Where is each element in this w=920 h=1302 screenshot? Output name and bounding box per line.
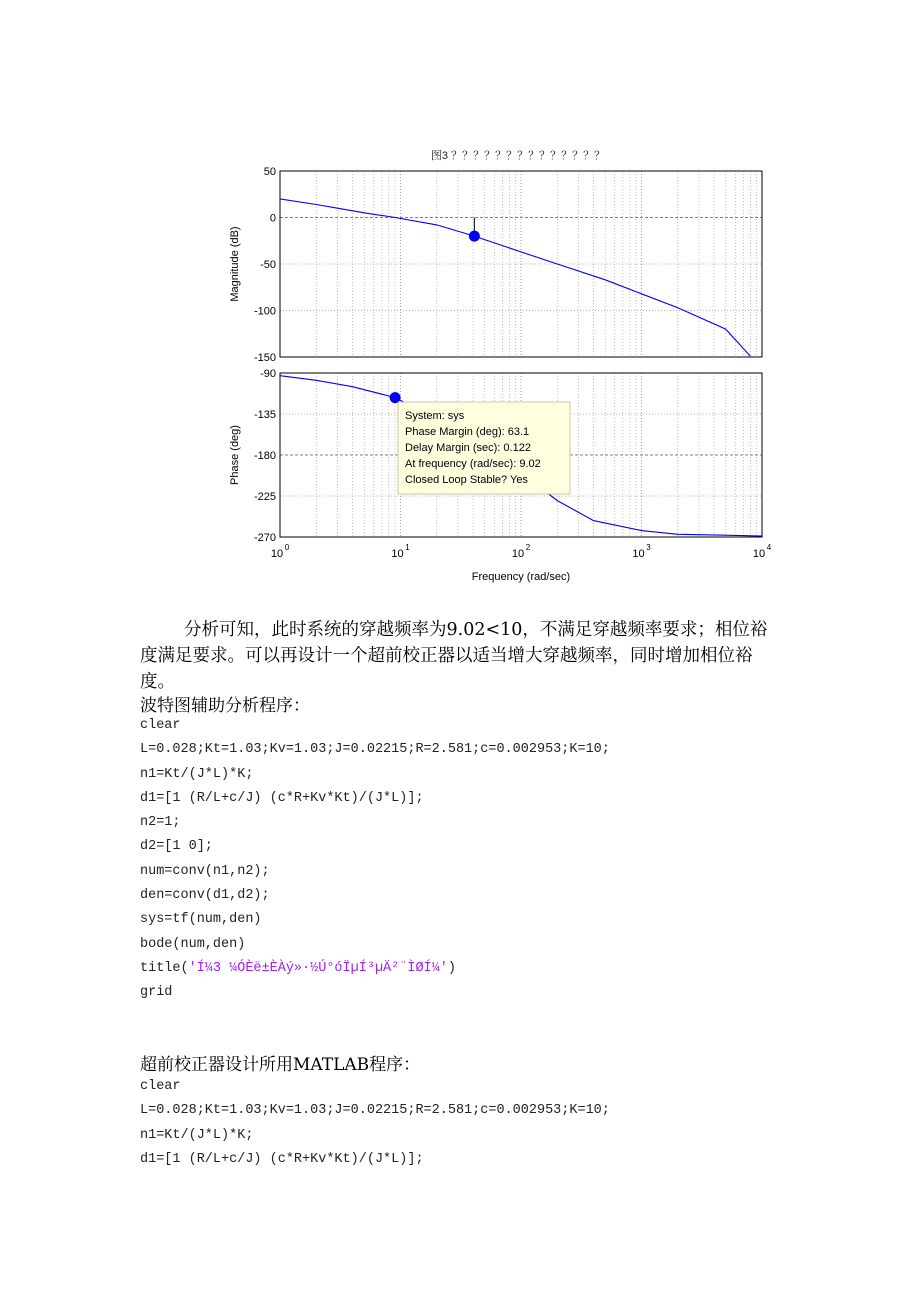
datatip-line: System: sys [405, 410, 465, 422]
code-title-prefix: title( [140, 960, 189, 976]
y-tick-label: -180 [253, 450, 276, 462]
x-axis-label: Frequency (rad/sec) [471, 571, 571, 583]
analysis-paragraph-block [140, 617, 780, 695]
code-line: num=conv(n1,n2); [140, 863, 270, 879]
y-tick-label: -90 [260, 368, 276, 380]
y-tick-label: -100 [253, 305, 276, 318]
margin-marker [390, 393, 400, 403]
x-tick-exponent: 3 [646, 543, 651, 552]
y-axis-label: Magnitude (dB) [229, 226, 241, 302]
analysis-paragraph: 分析可知，此时系统的穿越频率为9.02<10，不满足穿越频率要求；相位裕度满足要求。可以再设计一个超前校正器以适当增大穿越频率，同时增加相位裕度。 [140, 620, 768, 692]
code-line: den=conv(d1,d2); [140, 888, 270, 904]
x-tick-label: 10 [511, 548, 525, 560]
y-tick-label: -225 [253, 491, 276, 503]
x-tick-label: 10 [270, 548, 284, 560]
x-tick-exponent: 2 [525, 543, 531, 552]
code-line: d1=[1 (R/L+c/J) (c*R+Kv*Kt)/(J*L)]; [140, 1151, 424, 1167]
datatip-line: Closed Loop Stable? Yes [405, 474, 528, 486]
phase-panel [229, 368, 772, 583]
margin-marker [469, 231, 479, 241]
y-tick-label: -135 [253, 409, 276, 421]
code-line: clear [140, 1079, 181, 1094]
datatip-line: Phase Margin (deg): 63.1 [405, 426, 530, 438]
y-tick-label: -50 [260, 259, 276, 271]
code-title-string: 'Í¼3 ¼ÓÈë±ÈÀý»·½Ú°óÏµÍ³µÄ²¨ÌØÍ¼' [188, 960, 448, 976]
x-tick-exponent: 1 [405, 543, 410, 552]
code-line: n1=Kt/(J*L)*K; [140, 1127, 254, 1143]
code-line: L=0.028;Kt=1.03;Kv=1.03;J=0.02215;R=2.581;c=0.002953;K=10; [140, 1103, 610, 1119]
code-line: d1=[1 (R/L+c/J) (c*R+Kv*Kt)/(J*L)]; [140, 790, 424, 806]
code-block-bode [140, 714, 800, 1006]
code-line: L=0.028;Kt=1.03;Kv=1.03;J=0.02215;R=2.581;c=0.002953;K=10; [140, 742, 610, 758]
bode-plot-svg [200, 140, 800, 600]
bode-plot-figure [200, 140, 800, 600]
y-axis-label: Phase (deg) [229, 425, 241, 485]
code-line: d2=[1 0]; [140, 839, 213, 855]
code-line: bode(num,den) [140, 936, 246, 952]
y-tick-label: 50 [263, 166, 276, 178]
code-line: clear [140, 718, 181, 733]
code-line-title [140, 957, 800, 981]
x-tick-exponent: 4 [766, 543, 772, 552]
y-tick-label: 0 [269, 212, 276, 225]
y-tick-label: -270 [253, 532, 276, 544]
x-tick-label: 10 [632, 548, 645, 560]
code-line: sys=tf(num,den) [140, 912, 262, 928]
magnitude-panel [229, 166, 762, 364]
datatip-line: Delay Margin (sec): 0.122 [405, 442, 531, 454]
code-title-suffix: ) [447, 960, 456, 976]
figure-title: 图3 ？？？？？？？？？？？？？？ [430, 150, 606, 162]
code-line: grid [140, 985, 173, 1001]
datatip-line: At frequency (rad/sec): 9.02 [405, 458, 541, 470]
section-heading-lead-compensator: 超前校正器设计所用MATLAB程序： [140, 1055, 421, 1075]
x-tick-exponent: 0 [284, 543, 290, 552]
code-line: n2=1; [140, 815, 181, 831]
code-block-compensator [140, 1075, 800, 1172]
x-tick-label: 10 [752, 548, 766, 560]
y-tick-label: -150 [253, 352, 276, 364]
code-line: n1=Kt/(J*L)*K; [140, 766, 254, 782]
x-tick-label: 10 [391, 548, 404, 560]
section-heading-bode-program: 波特图辅助分析程序： [140, 696, 310, 716]
